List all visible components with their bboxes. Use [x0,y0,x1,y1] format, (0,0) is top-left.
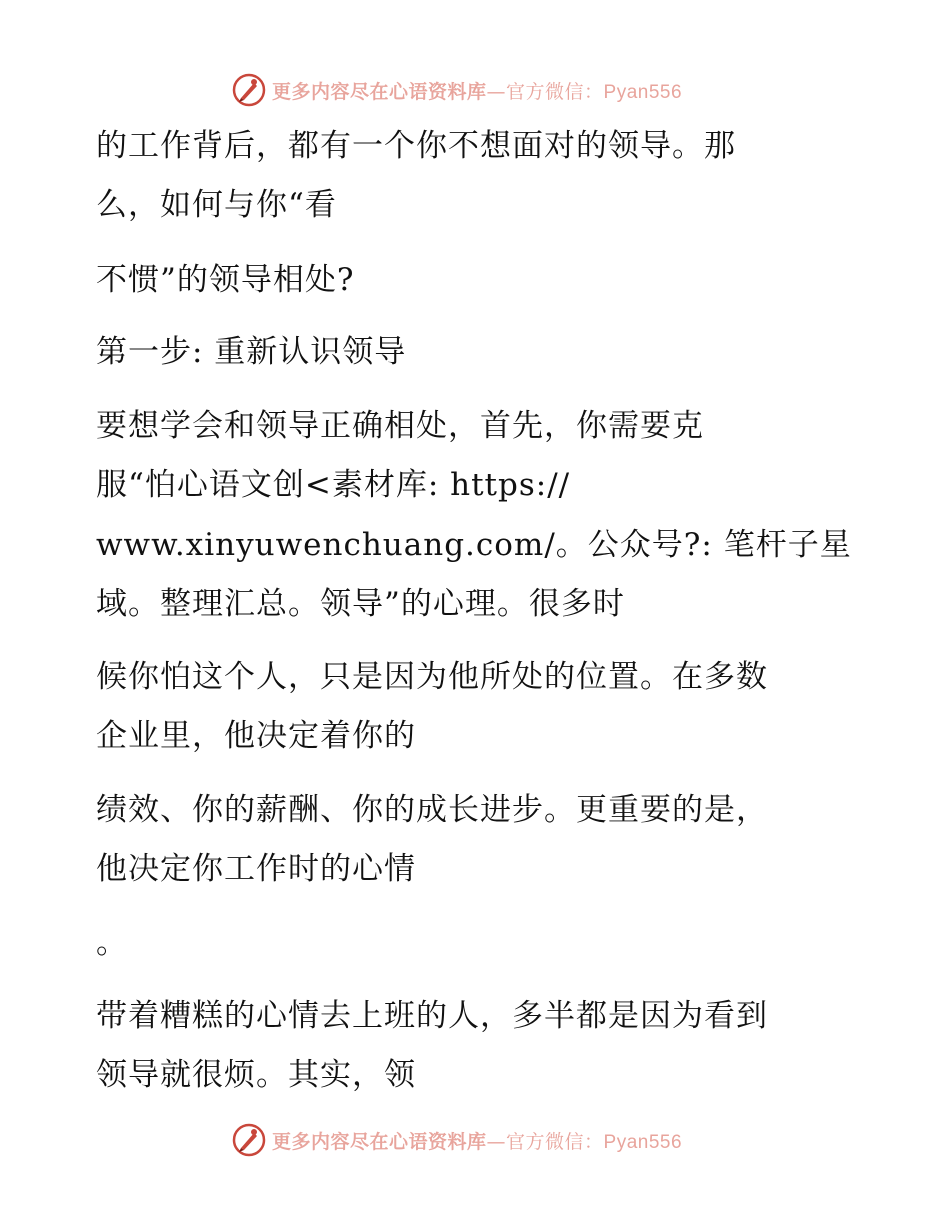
body-line: 服“怕心语文创<素材库: https:// [96,467,571,503]
watermark-label: 官方微信： [506,1130,604,1153]
body-line: 么，如何与你“看 [96,187,337,223]
body-line: 不惯”的领导相处? [96,262,355,298]
body-line: 企业里，他决定着你的 [96,718,416,754]
body-line: 。 [96,925,128,961]
watermark-brand: 更多内容尽在心语资料库 [272,80,487,103]
header-watermark [232,70,732,110]
watermark-wechat-id: Pyan556 [603,81,683,103]
body-line: 第一步: 重新认识领导 [96,334,407,370]
watermark-text [272,77,682,104]
watermark-dash: — [486,80,507,103]
pen-logo-icon [232,1123,266,1157]
watermark-dash: — [486,1130,507,1153]
body-line: 要想学会和领导正确相处，首先，你需要克 [96,408,704,444]
watermark-text [272,1127,682,1154]
watermark-wechat-id: Pyan556 [603,1131,683,1153]
pen-logo-icon [232,73,266,107]
body-line: 绩效、你的薪酬、你的成长进步。更重要的是， [96,792,768,828]
body-line: 他决定你工作时的心情 [96,851,416,887]
body-line: www.xinyuwenchuang.com/。公众号?: 笔杆子星 [96,527,852,563]
watermark-label: 官方微信： [506,80,604,103]
body-line: 领导就很烦。其实，领 [96,1057,416,1093]
footer-watermark [232,1120,732,1160]
watermark-brand: 更多内容尽在心语资料库 [272,1130,487,1153]
body-line: 的工作背后，都有一个你不想面对的领导。那 [96,128,736,164]
body-line: 带着糟糕的心情去上班的人，多半都是因为看到 [96,998,768,1034]
body-line: 候你怕这个人，只是因为他所处的位置。在多数 [96,659,768,695]
body-line: 域。整理汇总。领导”的心理。很多时 [96,586,625,622]
